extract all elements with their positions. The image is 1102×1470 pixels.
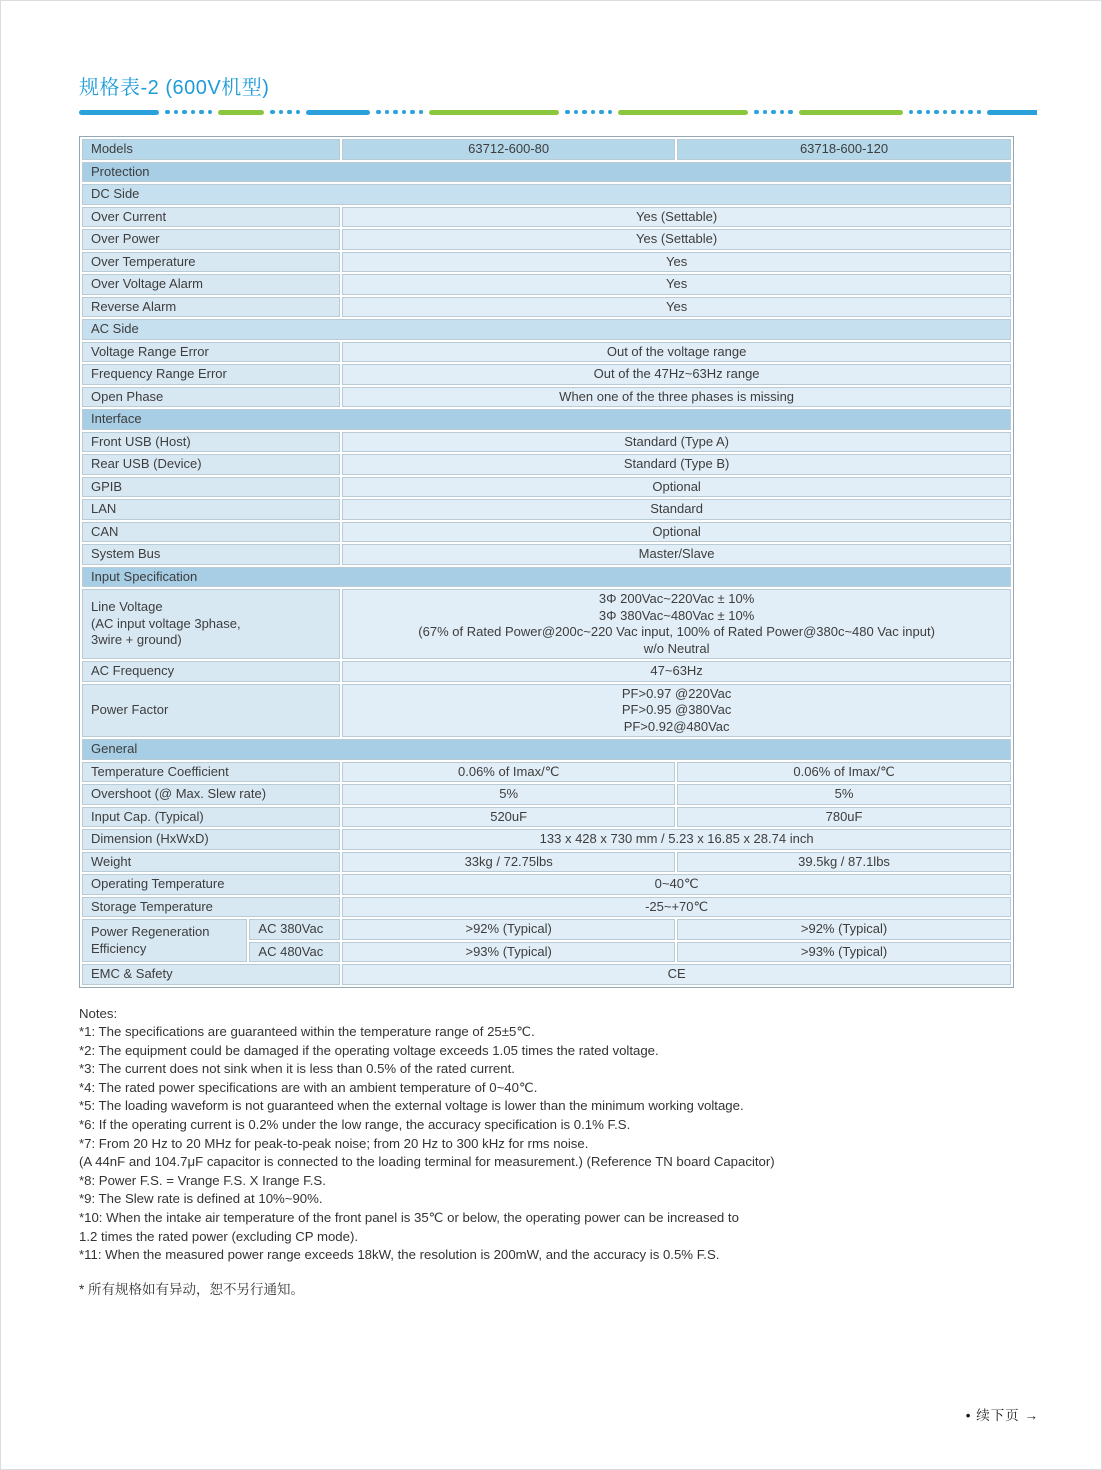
table-row [82, 162, 1011, 183]
divider-dots [565, 110, 612, 115]
spec-label-cell: System Bus [82, 544, 340, 565]
spec-value-cell: 5% [677, 784, 1011, 805]
table-row [82, 319, 1011, 340]
divider-dot [385, 110, 390, 115]
divider-dot [410, 110, 415, 115]
spec-value-cell: >93% (Typical) [677, 942, 1011, 963]
spec-value-cell: Yes (Settable) [342, 229, 1011, 250]
divider-dots [376, 110, 423, 115]
spec-table [79, 136, 1014, 988]
table-row [82, 964, 1011, 985]
subsection-header-cell: DC Side [82, 184, 1011, 205]
table-row [82, 184, 1011, 205]
spec-label-cell: Open Phase [82, 387, 340, 408]
divider-dots [165, 110, 212, 115]
divider-dot [771, 110, 776, 115]
divider-dash [218, 110, 264, 115]
spec-label-cell: Overshoot (@ Max. Slew rate) [82, 784, 340, 805]
table-row [82, 252, 1011, 273]
table-row [82, 852, 1011, 873]
divider-dot [393, 110, 398, 115]
divider-dot [574, 110, 579, 115]
table-row [82, 544, 1011, 565]
spec-label-cell: Line Voltage (AC input voltage 3phase, 3wire + ground) [82, 589, 340, 659]
spec-label-cell: Over Voltage Alarm [82, 274, 340, 295]
spec-value-cell: Yes [342, 274, 1011, 295]
spec-value-cell: 33kg / 72.75lbs [342, 852, 675, 873]
page-content [1, 71, 1101, 1298]
page-title: 规格表-2 (600V机型) [79, 77, 270, 99]
divider-dot [376, 110, 381, 115]
spec-label-cell: GPIB [82, 477, 340, 498]
spec-value-cell: 5% [342, 784, 675, 805]
divider-dot [608, 110, 613, 115]
spec-value-cell: 133 x 428 x 730 mm / 5.23 x 16.85 x 28.74 inch [342, 829, 1011, 850]
spec-label-cell: Weight [82, 852, 340, 873]
spec-label-cell: Over Current [82, 207, 340, 228]
table-row [82, 874, 1011, 895]
spec-label-cell: CAN [82, 522, 340, 543]
divider-dot [943, 110, 948, 115]
spec-value-cell: 780uF [677, 807, 1011, 828]
spec-value-cell: Out of the 47Hz~63Hz range [342, 364, 1011, 385]
divider-dot [909, 110, 914, 115]
divider-dot [754, 110, 759, 115]
spec-value-cell: Standard (Type A) [342, 432, 1011, 453]
divider-dot [191, 110, 196, 115]
spec-label-cell: Reverse Alarm [82, 297, 340, 318]
spec-value-cell: When one of the three phases is missing [342, 387, 1011, 408]
spec-label-cell: Rear USB (Device) [82, 454, 340, 475]
table-row [82, 139, 1011, 160]
divider-dot [296, 110, 301, 115]
spec-label-cell: Storage Temperature [82, 897, 340, 918]
table-row [82, 409, 1011, 430]
table-row [82, 762, 1011, 783]
table-row [82, 807, 1011, 828]
divider-dot [780, 110, 785, 115]
divider-dot [208, 110, 213, 115]
spec-value-cell: Standard (Type B) [342, 454, 1011, 475]
divider-dash [429, 110, 559, 115]
divider-dot [960, 110, 965, 115]
spec-label-cell: Frequency Range Error [82, 364, 340, 385]
note-line: *2: The equipment could be damaged if the operating voltage exceeds 1.05 times the rated voltage. [79, 1042, 659, 1058]
section-header-cell: General [82, 739, 1011, 760]
section-header-cell: Protection [82, 162, 1011, 183]
note-line: *6: If the operating current is 0.2% under the low range, the accuracy specification is 0.1% F.S. [79, 1117, 631, 1133]
spec-value-cell: Standard [342, 499, 1011, 520]
spec-value-cell: Optional [342, 522, 1011, 543]
note-line: *10: When the intake air temperature of the front panel is 35℃ or below, the operating power can be increased to [79, 1210, 739, 1226]
note-line: *11: When the measured power range exceeds 18kW, the resolution is 200mW, and the accuracy is 0.5% F.S. [79, 1247, 720, 1263]
divider-dot [591, 110, 596, 115]
divider-dash [987, 110, 1037, 115]
table-row [82, 297, 1011, 318]
spec-value-cell: 0.06% of Imax/℃ [677, 762, 1011, 783]
note-line: *3: The current does not sink when it is less than 0.5% of the rated current. [79, 1061, 515, 1077]
divider-dot [165, 110, 170, 115]
table-row [82, 454, 1011, 475]
spec-label-cell: LAN [82, 499, 340, 520]
spec-value-cell: 0~40℃ [342, 874, 1011, 895]
spec-label-cell: Operating Temperature [82, 874, 340, 895]
spec-value-cell: Yes [342, 297, 1011, 318]
divider-dash [306, 110, 370, 115]
table-row [82, 499, 1011, 520]
divider-dots [270, 110, 300, 115]
models-header-cell: Models [82, 139, 340, 160]
divider-dot [402, 110, 407, 115]
divider-dot [788, 110, 793, 115]
divider-dot [199, 110, 204, 115]
divider-dash [618, 110, 748, 115]
spec-label-cell: Power Factor [82, 684, 340, 738]
table-row [82, 274, 1011, 295]
section-header-cell: Interface [82, 409, 1011, 430]
table-row [82, 684, 1011, 738]
table-row [82, 897, 1011, 918]
table-row [82, 207, 1011, 228]
spec-label-cell: Temperature Coefficient [82, 762, 340, 783]
divider-dot [977, 110, 982, 115]
divider-dots [909, 110, 982, 115]
spec-sublabel-cell: AC 380Vac [249, 919, 340, 940]
spec-value-cell: 47~63Hz [342, 661, 1011, 682]
divider-dot [182, 110, 187, 115]
divider-dot [968, 110, 973, 115]
spec-label-cell: Over Temperature [82, 252, 340, 273]
spec-label-cell: EMC & Safety [82, 964, 340, 985]
table-row [82, 829, 1011, 850]
divider-dash [79, 110, 159, 115]
divider-dot [917, 110, 922, 115]
divider-dot [565, 110, 570, 115]
spec-sublabel-cell: AC 480Vac [249, 942, 340, 963]
table-row [82, 522, 1011, 543]
model-name-cell: 63712-600-80 [342, 139, 675, 160]
divider-dot [174, 110, 179, 115]
spec-value-cell: 39.5kg / 87.1lbs [677, 852, 1011, 873]
table-row [82, 387, 1011, 408]
spec-value-cell: -25~+70℃ [342, 897, 1011, 918]
divider-dot [763, 110, 768, 115]
note-line: (A 44nF and 104.7μF capacitor is connected to the loading terminal for measurement.) (Reference TN board Capacitor) [79, 1154, 775, 1170]
note-line: *9: The Slew rate is defined at 10%~90%. [79, 1191, 323, 1207]
table-row [82, 661, 1011, 682]
note-line: *7: From 20 Hz to 20 MHz for peak-to-peak noise; from 20 Hz to 300 kHz for rms noise. [79, 1135, 589, 1151]
divider-dot [287, 110, 292, 115]
note-line: 1.2 times the rated power (excluding CP mode). [79, 1228, 359, 1244]
spec-value-cell: 0.06% of Imax/℃ [342, 762, 675, 783]
spec-value-cell: Yes (Settable) [342, 207, 1011, 228]
spec-label-cell: Power Regeneration Efficiency [82, 919, 247, 962]
note-line: *1: The specifications are guaranteed within the temperature range of 25±5℃. [79, 1024, 535, 1040]
divider-dots [754, 110, 793, 115]
divider-dot [582, 110, 587, 115]
spec-label-cell: Dimension (HxWxD) [82, 829, 340, 850]
spec-value-cell: >92% (Typical) [677, 919, 1011, 940]
table-row [82, 589, 1011, 659]
divider-dot [951, 110, 956, 115]
footnote-cn: * 所有规格如有异动，恕不另行通知。 [79, 1281, 305, 1297]
table-row [82, 919, 1011, 940]
note-line: *5: The loading waveform is not guaranteed when the external voltage is lower than the minimum working voltage. [79, 1098, 744, 1114]
spec-label-cell: Front USB (Host) [82, 432, 340, 453]
spec-value-cell: Yes [342, 252, 1011, 273]
spec-value-cell: >93% (Typical) [342, 942, 675, 963]
spec-label-cell: Input Cap. (Typical) [82, 807, 340, 828]
spec-value-cell: Out of the voltage range [342, 342, 1011, 363]
spec-value-cell: Master/Slave [342, 544, 1011, 565]
table-row [82, 364, 1011, 385]
spec-label-cell: Voltage Range Error [82, 342, 340, 363]
divider-dot [419, 110, 424, 115]
table-row [82, 784, 1011, 805]
table-row [82, 567, 1011, 588]
spec-label-cell: AC Frequency [82, 661, 340, 682]
continue-next-page-label: • 续下页 → [965, 1408, 1039, 1423]
divider-dot [279, 110, 284, 115]
divider-dot [934, 110, 939, 115]
spec-value-cell: >92% (Typical) [342, 919, 675, 940]
title-divider-decoration [79, 109, 1037, 115]
note-line: Notes: [79, 1005, 118, 1021]
spec-value-cell: 520uF [342, 807, 675, 828]
model-name-cell: 63718-600-120 [677, 139, 1011, 160]
table-row [82, 477, 1011, 498]
section-header-cell: Input Specification [82, 567, 1011, 588]
spec-value-cell: 3Φ 200Vac~220Vac ± 10% 3Φ 380Vac~480Vac ± 10% (67% of Rated Power@200c~220 Vac input, 100% of Rated Power@380c~480 Vac input) w/o Neutral [342, 589, 1011, 659]
spec-value-cell: CE [342, 964, 1011, 985]
notes [79, 1005, 1039, 1265]
divider-dot [926, 110, 931, 115]
table-row [82, 739, 1011, 760]
spec-value-cell: Optional [342, 477, 1011, 498]
divider-dot [599, 110, 604, 115]
note-line: *8: Power F.S. = Vrange F.S. X Irange F.S. [79, 1172, 326, 1188]
note-line: *4: The rated power specifications are with an ambient temperature of 0~40℃. [79, 1079, 538, 1095]
spec-value-cell: PF>0.97 @220Vac PF>0.95 @380Vac PF>0.92@480Vac [342, 684, 1011, 738]
table-row [82, 432, 1011, 453]
subsection-header-cell: AC Side [82, 319, 1011, 340]
divider-dash [799, 110, 903, 115]
divider-dot [270, 110, 275, 115]
spec-table-body [82, 139, 1011, 985]
table-row [82, 342, 1011, 363]
spec-label-cell: Over Power [82, 229, 340, 250]
table-row [82, 229, 1011, 250]
